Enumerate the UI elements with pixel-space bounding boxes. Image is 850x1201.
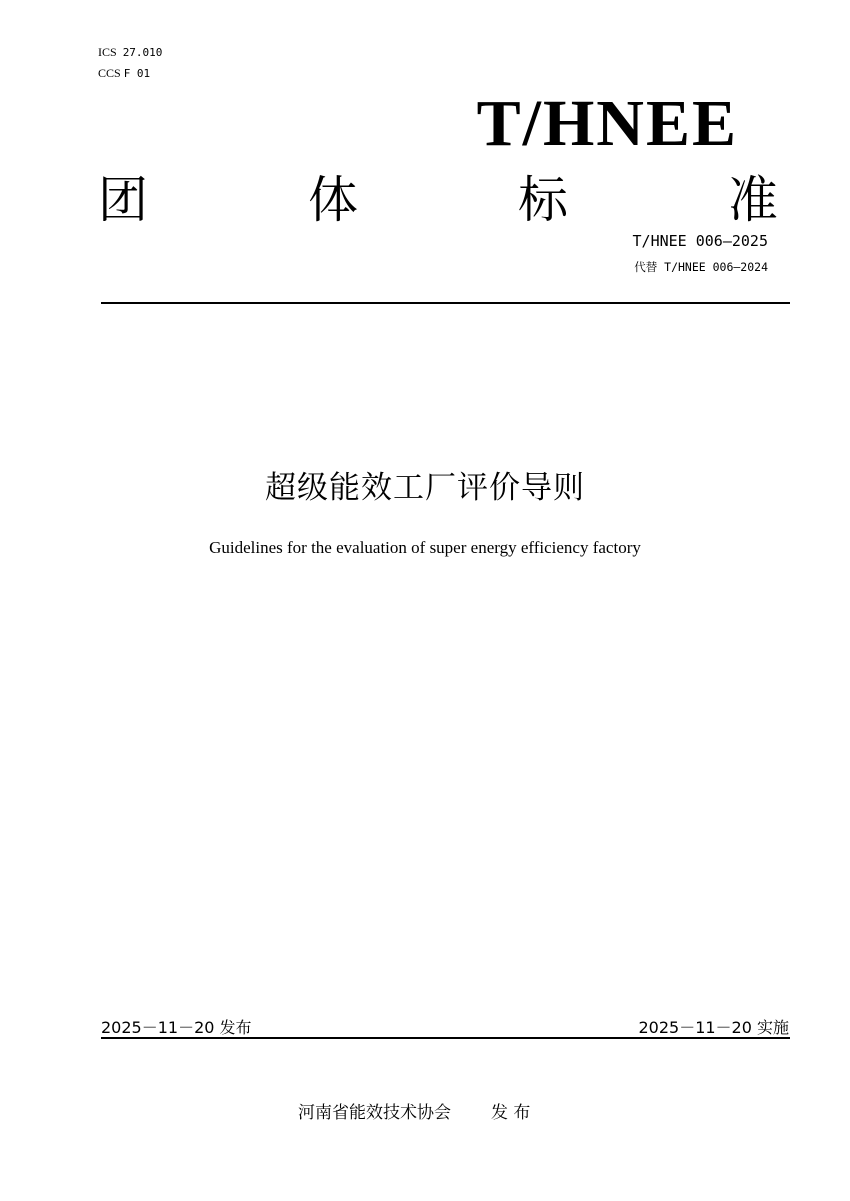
publish-date: 2025－11－20 发布: [101, 1018, 252, 1037]
ics-line: [98, 42, 162, 63]
publisher-line: [298, 1098, 530, 1123]
ics-code: 27.010: [122, 46, 163, 59]
bottom-divider: [101, 1037, 790, 1039]
ccs-line: [98, 63, 162, 84]
publisher-name: 河南省能效技术协会: [298, 1103, 451, 1123]
ccs-code: F 01: [123, 67, 151, 80]
top-divider: [101, 302, 790, 304]
standard-code-logo: T/HNEE: [476, 87, 738, 160]
classification-block: [98, 42, 162, 84]
implement-date: 2025－11－20 实施: [638, 1018, 789, 1037]
title-english: Guidelines for the evaluation of super energy efficiency factory: [209, 538, 641, 557]
ics-label: ICS: [98, 45, 117, 59]
ccs-label: CCS: [98, 66, 121, 80]
standard-category: [98, 168, 778, 232]
category-char-4: 准: [728, 171, 778, 229]
replaces-note: 代替 T/HNEE 006—2024: [634, 260, 768, 274]
category-char-1: 团: [98, 171, 148, 229]
title-chinese: 超级能效工厂评价导则: [265, 470, 585, 506]
standard-number: T/HNEE 006—2025: [632, 232, 768, 250]
publisher-action: 发 布: [491, 1103, 531, 1123]
category-char-2: 体: [308, 171, 358, 229]
category-char-3: 标: [518, 171, 568, 229]
